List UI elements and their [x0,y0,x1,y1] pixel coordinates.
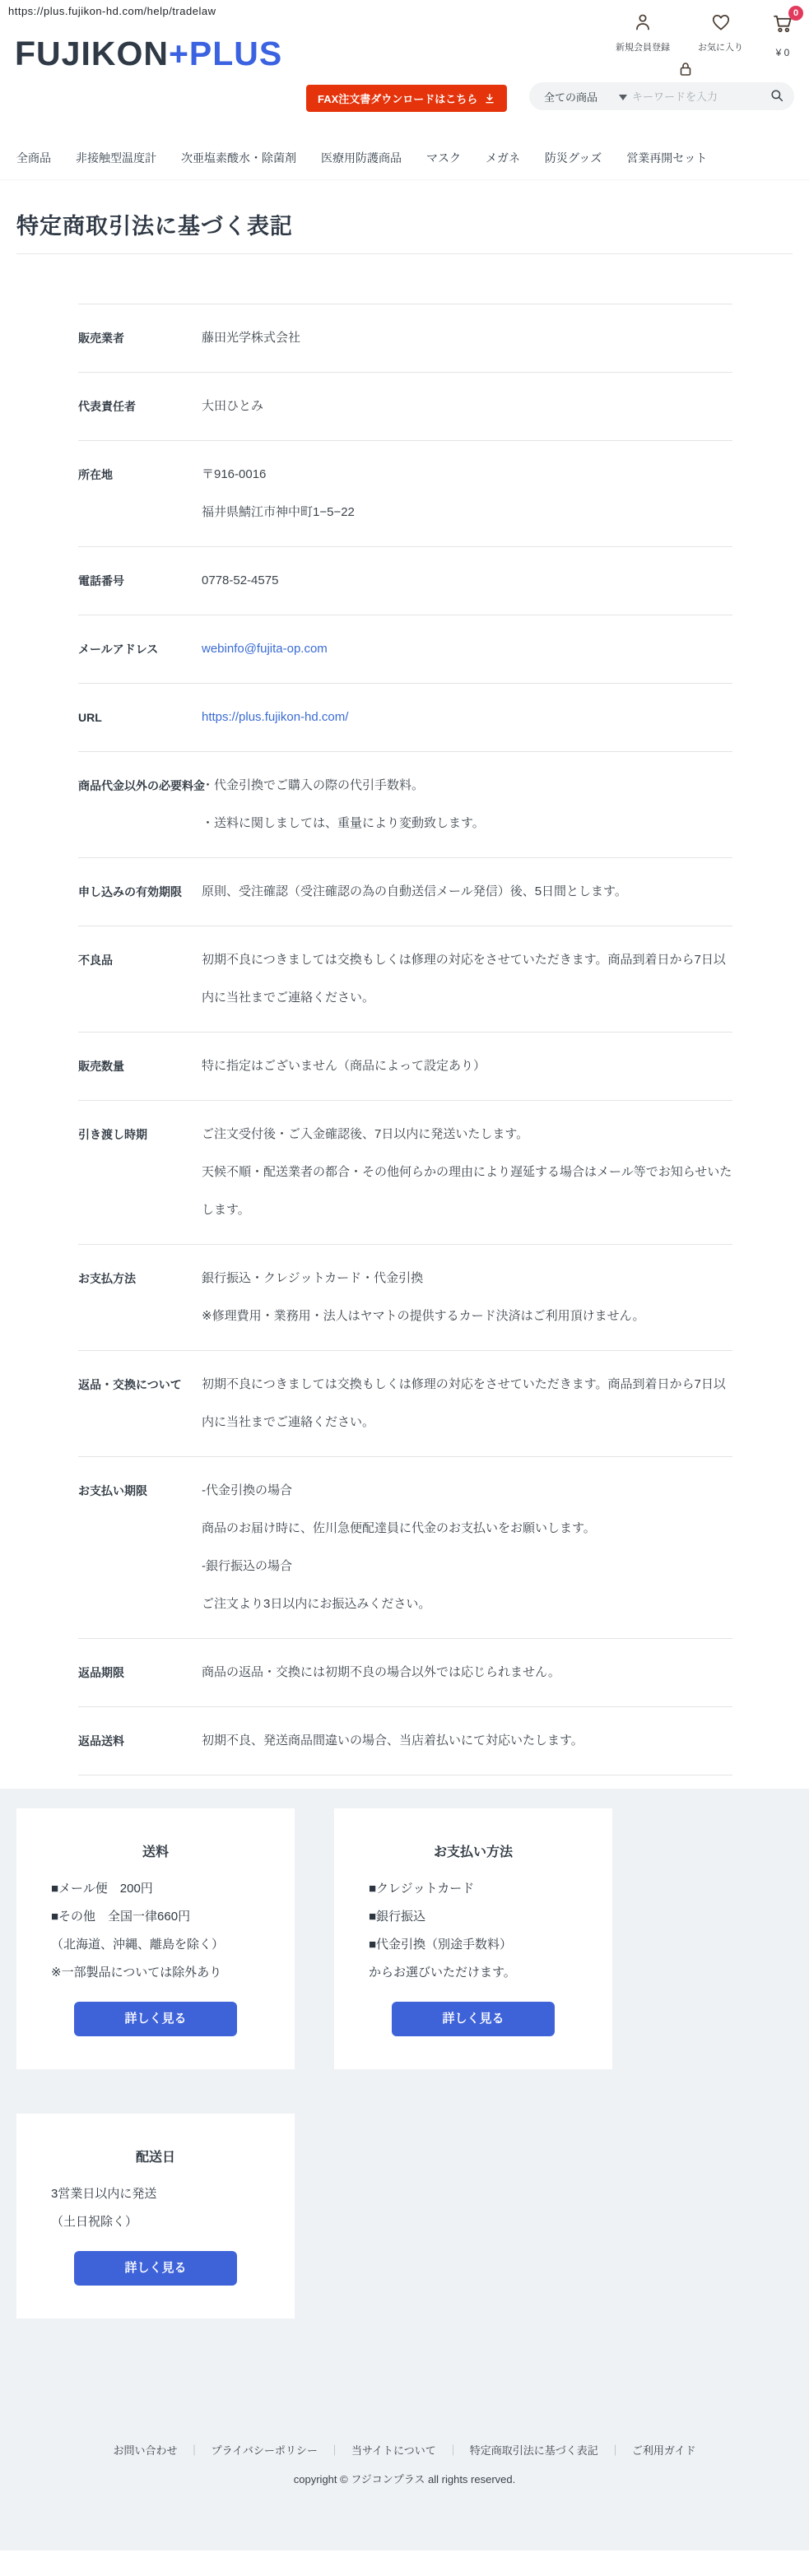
card-line: 3営業日以内に発送 [51,2187,157,2201]
row-label: お支払い期限 [78,1484,147,1497]
row-value [202,630,732,668]
row-paragraph: ・送料に関しましては、重量により変動致します。 [202,816,485,830]
row-paragraph: 藤田光学株式会社 [202,331,301,345]
footer-link[interactable]: プライバシーポリシー [211,2444,318,2457]
footer-separator: ｜ [328,2444,340,2457]
row-value [202,941,732,1017]
nav-item[interactable]: マスク [426,151,461,165]
row-value [202,767,732,842]
card-line: ■その他 全国一律660円 [51,1910,191,1924]
row-paragraph: 大田ひとみ [202,399,264,413]
card-title: 送料 [142,1845,169,1859]
heart-icon [710,12,732,37]
row-label: 代表責任者 [78,400,136,413]
footer-link[interactable]: 当サイトについて [351,2444,436,2457]
row-value [202,1116,732,1229]
cart-count-badge: 0 [788,6,803,21]
search-category-select[interactable] [544,89,627,104]
card-lines [16,2180,295,2236]
row-paragraph: -銀行振込の場合 [202,1559,292,1573]
row-label: 返品送料 [78,1734,124,1748]
row-label: 電話番号 [78,574,124,587]
row-value [202,1722,732,1760]
info-card [16,1808,295,2069]
footer-separator: ｜ [447,2444,458,2457]
row-paragraph: ご注文受付後・ご入金確認後、7日以内に発送いたします。 [202,1127,529,1141]
page-url: https://plus.fujikon-hd.com/help/tradelaw [8,5,216,17]
favorites-label: お気に入り [698,43,743,53]
table-row [78,547,732,615]
download-icon [484,93,495,104]
row-value [202,1366,732,1441]
footer-separator: ｜ [609,2444,621,2457]
row-link[interactable]: https://plus.fujikon-hd.com/ [202,710,349,724]
nav-item[interactable]: メガネ [486,151,520,165]
fax-download-label: FAX注文書ダウンロードはこちら [318,93,478,105]
row-value [202,1472,732,1623]
table-row [78,684,732,752]
row-paragraph: 天候不順・配送業者の都合・その他何らかの理由により遅延する場合はメール等でお知らせいたします。 [202,1165,732,1217]
fax-download-button[interactable] [306,85,507,112]
table-row [78,1639,732,1707]
search-input[interactable] [632,91,765,103]
table-row [78,1101,732,1245]
row-paragraph: ※修理費用・業務用・法人はヤマトの提供するカード決済はご利用頂けません。 [202,1309,645,1323]
row-paragraph: 銀行振込・クレジットカード・代金引換 [202,1271,424,1285]
card-line: ■代金引換（別途手数料） [369,1938,513,1952]
nav-item[interactable]: 全商品 [16,151,51,165]
footer-links [16,2442,793,2458]
site-footer [16,2442,809,2486]
row-paragraph: ご注文より3日以内にお振込みください。 [202,1597,431,1611]
favorites-link[interactable] [698,12,743,53]
row-label: 申し込みの有効期限 [78,885,182,898]
site-logo[interactable] [15,35,282,73]
card-lines [16,1875,295,1987]
row-paragraph: 福井県鯖江市神中町1−5−22 [202,505,355,519]
row-label: メールアドレス [78,643,159,656]
main-nav [0,138,809,180]
table-row [78,304,732,373]
info-cards-grid [16,1808,809,2318]
card-line: からお選びいただけます。 [369,1966,516,1980]
row-link[interactable]: webinfo@fujita-op.com [202,642,328,656]
lock-icon [676,59,695,83]
row-paragraph: ・代金引換でご購入の際の代引手数料。 [202,778,425,792]
table-row [78,752,732,858]
card-lines [334,1875,612,1987]
search-bar [529,82,794,110]
table-row [78,926,732,1033]
row-paragraph: 〒916-0016 [202,467,267,481]
row-paragraph: 初期不良、発送商品間違いの場合、当店着払いにて対応いたします。 [202,1734,584,1748]
trade-law-table [78,304,732,1775]
search-category-value: 全ての商品 [544,91,598,104]
table-row [78,1033,732,1101]
row-value [202,1260,732,1335]
row-paragraph [202,630,732,668]
table-row [78,1707,732,1775]
row-value [202,388,732,425]
footer-link[interactable]: お問い合わせ [113,2444,178,2457]
row-value [202,699,732,736]
row-paragraph: 初期不良につきましては交換もしくは修理の対応をさせていただきます。商品到着日から7日以内に当社までご連絡ください。 [202,953,726,1005]
nav-item[interactable]: 営業再開セット [626,151,708,165]
row-label: 所在地 [78,468,113,481]
row-value [202,1047,732,1085]
table-row [78,615,732,684]
table-row [78,858,732,926]
row-paragraph: 商品のお届け時に、佐川急便配達員に代金のお支払いをお願いします。 [202,1521,596,1535]
row-paragraph: 0778-52-4575 [202,573,279,587]
row-label: 販売業者 [78,332,124,345]
nav-item[interactable]: 防災グッズ [545,151,602,165]
row-paragraph: 初期不良につきましては交換もしくは修理の対応をさせていただきます。商品到着日から7日以内に当社までご連絡ください。 [202,1377,726,1429]
row-paragraph [202,699,732,736]
row-paragraph: -代金引換の場合 [202,1483,292,1497]
footer-separator: ｜ [188,2444,200,2457]
copyright-text: copyright © フジコンプラス all rights reserved. [293,2473,516,2485]
nav-item[interactable]: 医療用防護商品 [321,151,402,165]
card-detail-button[interactable]: 詳しく見る [392,2002,555,2036]
row-value [202,562,732,600]
footer-link[interactable]: ご利用ガイド [631,2444,696,2457]
account-menu [616,8,799,58]
row-value [202,873,732,911]
cart-icon [771,8,799,39]
footer-link[interactable]: 特定商取引法に基づく表記 [469,2444,598,2457]
main-content [0,208,809,1775]
card-detail-button[interactable]: 詳しく見る [74,2002,237,2036]
row-label: 商品代金以外の必要料金 [78,779,205,792]
table-row [78,441,732,547]
row-label: お支払方法 [78,1272,136,1285]
row-paragraph: 商品の返品・交換には初期不良の場合以外では応じられません。 [202,1665,560,1679]
row-value [202,1654,732,1692]
table-row [78,1245,732,1351]
register-label: 新規会員登録 [616,43,670,53]
chevron-down-icon [619,91,627,103]
search-icon [769,88,784,105]
nav-item[interactable]: 非接触型温度計 [76,151,156,165]
row-label: 返品・交換について [78,1378,182,1391]
register-link[interactable] [616,12,670,53]
row-label: URL [78,711,102,724]
person-icon [632,12,653,37]
logo-text-fujikon: FUJIKON [15,35,169,72]
card-title: 配送日 [135,2151,175,2165]
card-line: ■クレジットカード [369,1882,475,1896]
card-line: ※一部製品については除外あり [51,1966,222,1980]
card-detail-button[interactable]: 詳しく見る [74,2251,237,2286]
info-card [334,1808,612,2069]
row-label: 不良品 [78,954,113,967]
card-line: （土日祝除く） [51,2215,138,2229]
row-paragraph: 特に指定はございません（商品によって設定あり） [202,1059,486,1073]
row-paragraph: 原則、受注確認（受注確認の為の自動送信メール発信）後、5日間とします。 [202,884,627,898]
search-button[interactable] [769,88,784,105]
table-row [78,1457,732,1639]
cart-total: ¥ 0 [775,47,790,58]
row-label: 返品期限 [78,1666,124,1679]
row-label: 引き渡し時期 [78,1128,147,1141]
page-title: 特定商取引法に基づく表記 [16,208,793,254]
cart-link[interactable] [771,8,799,58]
site-header [0,0,809,138]
card-line: ■メール便 200円 [51,1882,153,1896]
row-value [202,319,732,357]
card-line: ■銀行振込 [369,1910,426,1924]
table-row [78,1351,732,1457]
row-value [202,456,732,531]
card-line: （北海道、沖縄、離島を除く） [51,1938,225,1952]
info-section [0,1789,809,2550]
logo-text-plus: +PLUS [168,35,283,72]
info-card [16,2114,295,2318]
card-title: お支払い方法 [433,1845,513,1859]
nav-item[interactable]: 次亜塩素酸水・除菌剤 [181,151,296,165]
table-row [78,373,732,441]
row-label: 販売数量 [78,1060,124,1073]
